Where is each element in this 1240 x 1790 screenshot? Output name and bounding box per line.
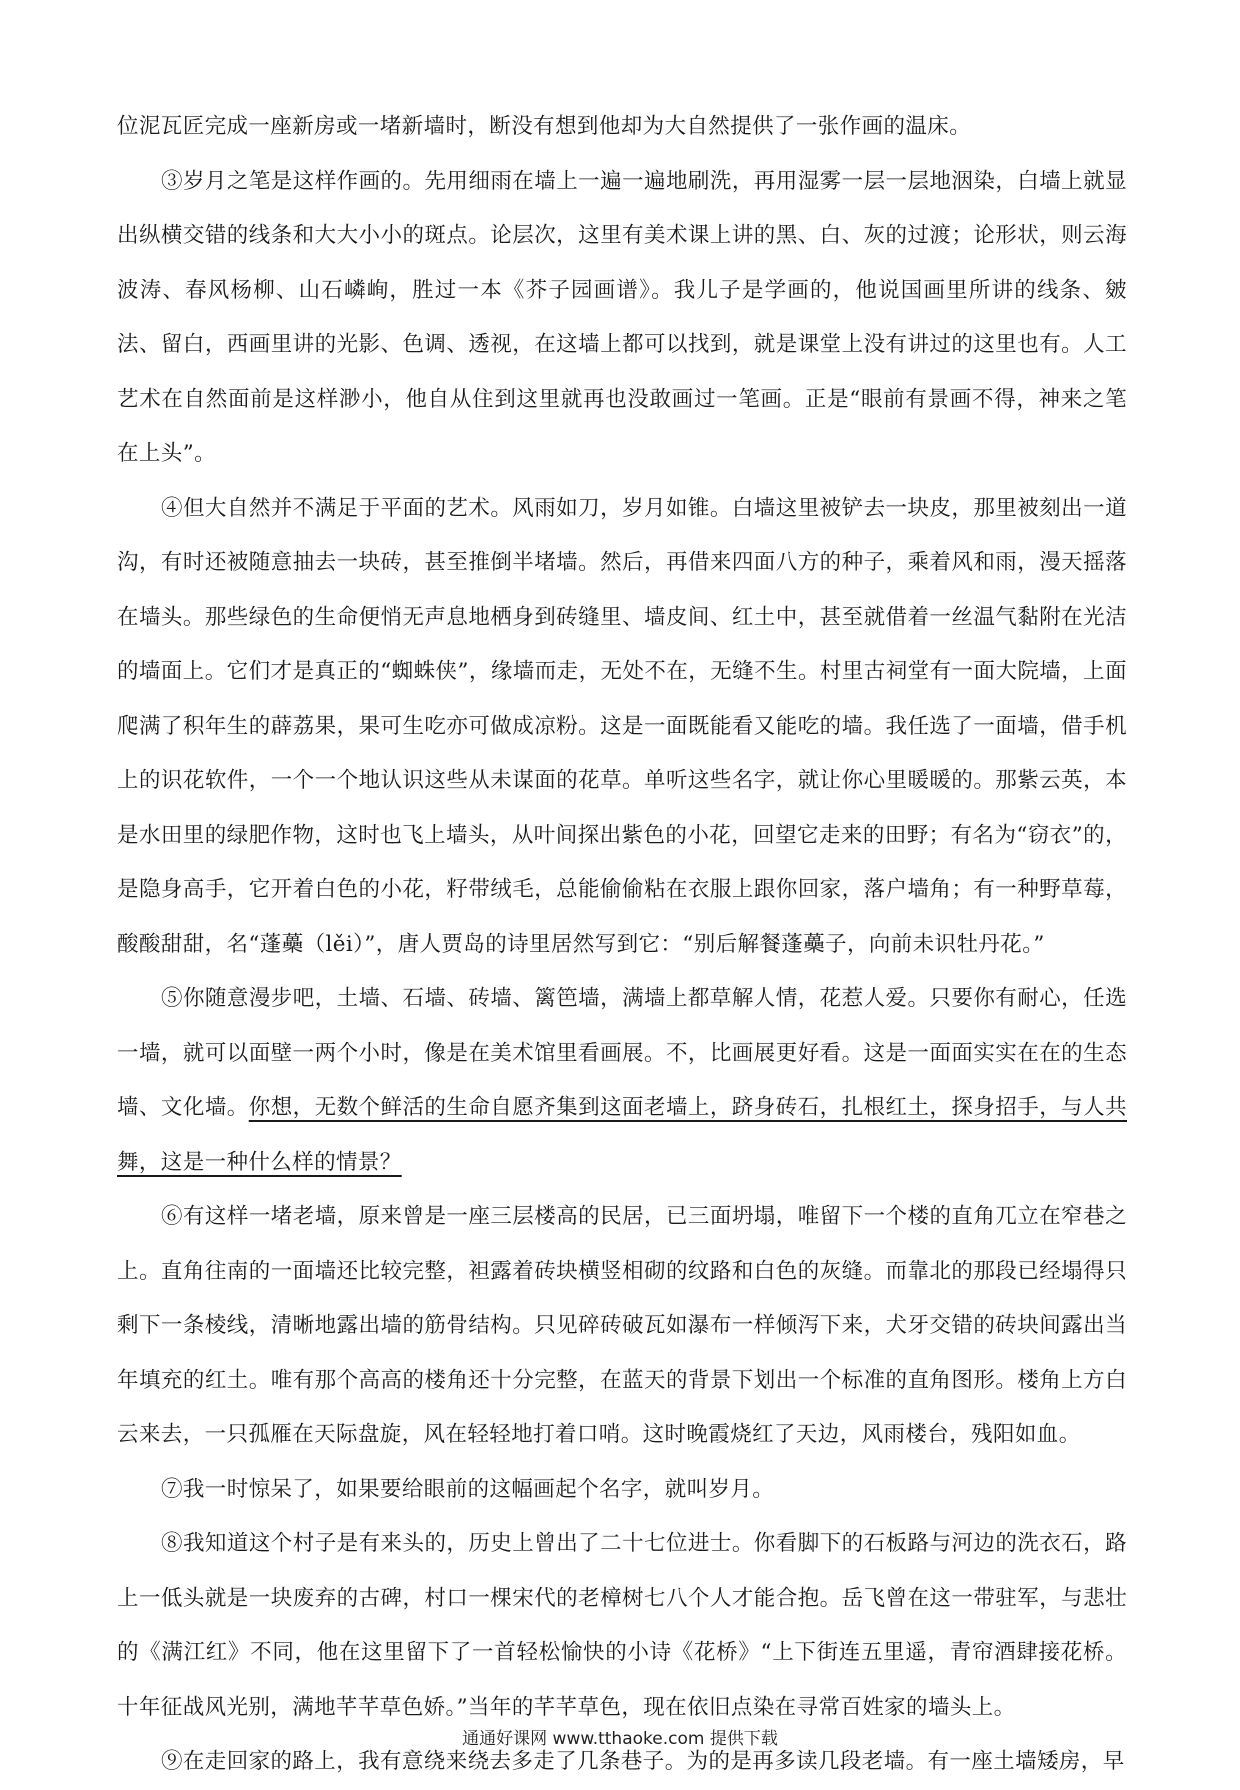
paragraph-text: ⑦我一时惊呆了，如果要给眼前的这幅画起个名字，就叫岁月。	[161, 1476, 775, 1502]
page-footer: 通通好课网 www.tthaoke.com 提供下载	[462, 1729, 778, 1749]
article-body	[117, 100, 1127, 1790]
paragraph-3	[117, 155, 1127, 482]
underlined-sentence: 你想，无数个鲜活的生命自愿齐集到这面老墙上，跻身砖石，扎根红土，探身招手，与人共舞，这是一种什么样的情景？	[117, 1095, 1127, 1175]
paragraph-text: ④但大自然并不满足于平面的艺术。风雨如刀，岁月如锥。白墙这里被铲去一块皮，那里被刻出一道沟，有时还被随意抽去一块砖，甚至推倒半堵墙。然后，再借来四面八方的种子，乘着风和雨，漫天摇落在墙头。那些绿色的生命便悄无声息地栖身到砖缝里、墙皮间、红土中，甚至就借着一丝温气黏附在光洁的墙面上。它们才是真正的“蜘蛛侠”，缘墙而走，无处不在，无缝不生。村里古祠堂有一面大院墙，上面爬满了积年生的薜荔果，果可生吃亦可做成凉粉。这是一面既能看又能吃的墙。我任选了一面墙，借手机上的识花软件，一个一个地认识这些从未谋面的花草。单听这些名字，就让你心里暖暖的。那紫云英，本是水田里的绿肥作物，这时也飞上墙头，从叶间探出紫色的小花，回望它走来的田野；有名为“窃衣”的，是隐身高手，它开着白色的小花，籽带绒毛，总能偷偷粘在衣服上跟你回家，落户墙角；有一种野草莓，酸酸甜甜，名“蓬蘽（lěi）”，唐人贾岛的诗里居然写到它：“别后解餐蓬蘽子，向前未识牡丹花。”	[117, 495, 1127, 957]
paragraph-text: ③岁月之笔是这样作画的。先用细雨在墙上一遍一遍地刷洗，再用湿雾一层一层地洇染，白墙上就显出纵横交错的线条和大大小小的斑点。论层次，这里有美术课上讲的黑、白、灰的过渡；论形状，则云海波涛、春风杨柳、山石嶙峋，胜过一本《芥子园画谱》。我儿子是学画的，他说国画里所讲的线条、皴法、留白，西画里讲的光影、色调、透视，在这墙上都可以找到，就是课堂上没有讲过的这里也有。人工艺术在自然面前是这样渺小，他自从住到这里就再也没敢画过一笔画。正是“眼前有景画不得，神来之笔在上头”。	[117, 168, 1127, 466]
paragraph-7	[117, 1463, 1127, 1518]
paragraph-8	[117, 1517, 1127, 1735]
paragraph-text: ⑧我知道这个村子是有来头的，历史上曾出了二十七位进士。你看脚下的石板路与河边的洗衣石，路上一低头就是一块废弃的古碑，村口一棵宋代的老樟树七八个人才能合抱。岳飞曾在这一带驻军，与悲壮的《满江红》不同，他在这里留下了一首轻松愉快的小诗《花桥》“上下街连五里遥，青帘酒肆接花桥。十年征战风光别，满地芊芊草色娇。”当年的芊芊草色，现在依旧点染在寻常百姓家的墙头上。	[117, 1531, 1127, 1720]
paragraph-5	[117, 972, 1127, 1190]
paragraph-4	[117, 482, 1127, 973]
paragraph-6	[117, 1190, 1127, 1463]
paragraph-continued	[117, 100, 1127, 155]
paragraph-text: ⑤你随意漫步吧，土墙、石墙、砖墙、篱笆墙，满墙上都草解人情，花惹人爱。只要你有耐心，任选一墙，就可以面壁一两个小时，像是在美术馆里看画展。不，比画展更好看。这是一面面实实在在的生态墙、文化墙。	[117, 986, 1127, 1120]
paragraph-text: ⑨在走回家的路上，我有意绕来绕去多走了几条巷子。为的是再多读几段老墙。有一座土墙矮房，早	[161, 1749, 1125, 1774]
paragraph-text: 位泥瓦匠完成一座新房或一堵新墙时，断没有想到他却为大自然提供了一张作画的温床。	[117, 114, 972, 139]
paragraph-text: ⑥有这样一堵老墙，原来曾是一座三层楼高的民居，已三面坍塌，唯留下一个楼的直角兀立在窄巷之上。直角往南的一面墙还比较完整，袒露着砖块横竖相砌的纹路和白色的灰缝。而靠北的那段已经塌得只剩下一条棱线，清晰地露出墙的筋骨结构。只见碎砖破瓦如瀑布一样倾泻下来，犬牙交错的砖块间露出当年填充的红土。唯有那个高高的楼角还十分完整，在蓝天的背景下划出一个标准的直角图形。楼角上方白云来去，一只孤雁在天际盘旋，风在轻轻地打着口哨。这时晚霞烧红了天边，风雨楼台，残阳如血。	[117, 1204, 1127, 1447]
